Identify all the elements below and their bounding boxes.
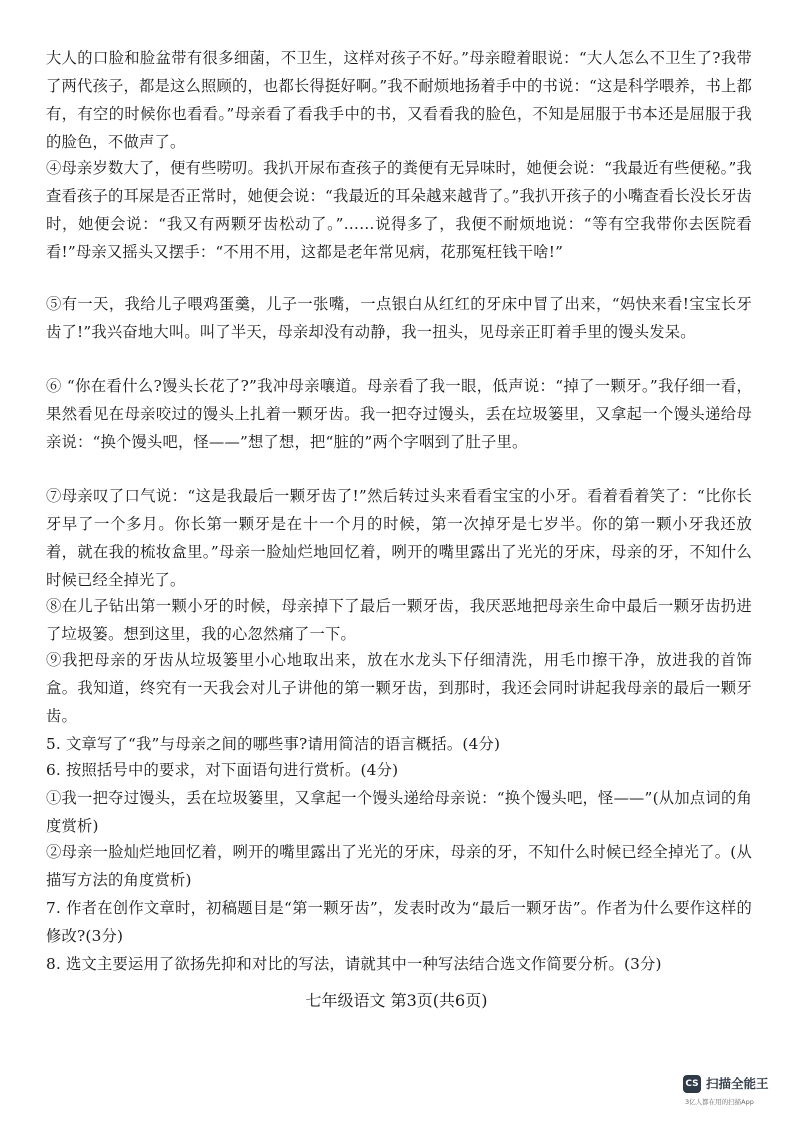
paragraph-4: ④母亲岁数大了，便有些唠叨。我扒开尿布查孩子的粪便有无异味时，她便会说：“我最近有些便秘。”我查看孩子的耳屎是否正常时，她便会说：“我最近的耳朵越来越背了。”我扒开孩子的小嘴查看长没长牙齿时，她便会说：“我又有两颗牙齿松动了。”……说得多了，我便不耐烦地说：“等有空我带你去医院看看!”母亲又摇头又摆手：“不用不用，这都是老年常见病，花那冤枉钱干啥!” — [46, 159, 752, 261]
paragraph-6: ⑥ “你在看什么?馒头长花了?”我冲母亲嚷道。母亲看了我一眼，低声说：“掉了一颗牙。”我仔细一看，果然看见在母亲咬过的馒头上扎着一颗牙齿。我一把夺过馒头，丢在垃圾篓里，又拿起一个馒头递给母亲说：“换个馒头吧，怪——”想了想，把“脏的”两个字咽到了肚子里。 — [46, 377, 752, 451]
paragraph-5: ⑤有一天，我给儿子喂鸡蛋羹，儿子一张嘴，一点银白从红红的牙床中冒了出来，“妈快来看!宝宝长牙齿了!”我兴奋地大叫。叫了半天，母亲却没有动静，我一扭头，见母亲正盯着手里的馒头发呆。 — [46, 295, 752, 341]
paragraph-7: ⑦母亲叹了口气说：“这是我最后一颗牙齿了!”然后转过头来看看宝宝的小牙。看着看着笑了：“比你长牙早了一个多月。你长第一颗牙是在十一个月的时候，第一次掉牙是七岁半。你的第一颗小牙我还放着，就在我的梳妆盒里。”母亲一脸灿烂地回忆着，咧开的嘴里露出了光光的牙床，母亲的牙，不知什么时候已经全掉光了。 — [46, 487, 752, 589]
question-6-item-2: ②母亲一脸灿烂地回忆着，咧开的嘴里露出了光光的牙床，母亲的牙，不知什么时候已经全掉光了。(从描写方法的角度赏析) — [46, 843, 752, 889]
camscanner-logo-icon: CS — [683, 1075, 701, 1093]
paragraph-continued: 大人的口脸和脸盆带有很多细菌，不卫生，这样对孩子不好。”母亲瞪着眼说：“大人怎么不卫生了?我带了两代孩子，都是这么照顾的，也都长得挺好啊。”我不耐烦地扬着手中的书说：“这是科学喂养，书上都有，有空的时候你也看看。”母亲看了看我手中的书，又看看我的脸色，不知是屈服于书本还是屈服于我的脸色，不做声了。 — [46, 49, 752, 151]
page-footer: 七年级语文 第3页(共6页) — [305, 991, 488, 1010]
question-6: 6. 按照括号中的要求，对下面语句进行赏析。(4分) — [46, 761, 399, 779]
question-8: 8. 选文主要运用了欲扬先抑和对比的写法，请就其中一种写法结合选文作简要分析。(3分) — [46, 955, 662, 973]
paragraph-9: ⑨我把母亲的牙齿从垃圾篓里小心地取出来，放在水龙头下仔细清洗，用毛巾擦干净，放进我的首饰盒。我知道，终究有一天我会对儿子讲他的第一颗牙齿，到那时，我还会同时讲起我母亲的最后一颗牙齿。 — [46, 651, 752, 725]
question-6-item-1: ①我一把夺过馒头，丢在垃圾篓里，又拿起一个馒头递给母亲说：“换个馒头吧，怪——”(从加点词的角度赏析) — [46, 789, 752, 835]
watermark-tagline: 3亿人都在用的扫描App — [685, 1098, 754, 1106]
question-5: 5. 文章写了“我”与母亲之间的哪些事?请用简洁的语言概括。(4分) — [46, 735, 501, 753]
question-7: 7. 作者在创作文章时，初稿题目是“第一颗牙齿”，发表时改为“最后一颗牙齿”。作者为什么要作这样的修改?(3分) — [46, 899, 752, 945]
paragraph-8: ⑧在儿子钻出第一颗小牙的时候，母亲掉下了最后一颗牙齿，我厌恶地把母亲生命中最后一颗牙齿扔进了垃圾篓。想到这里，我的心忽然痛了一下。 — [46, 597, 752, 643]
watermark-name: 扫描全能王 — [706, 1076, 769, 1091]
scanner-watermark — [683, 1075, 789, 1115]
